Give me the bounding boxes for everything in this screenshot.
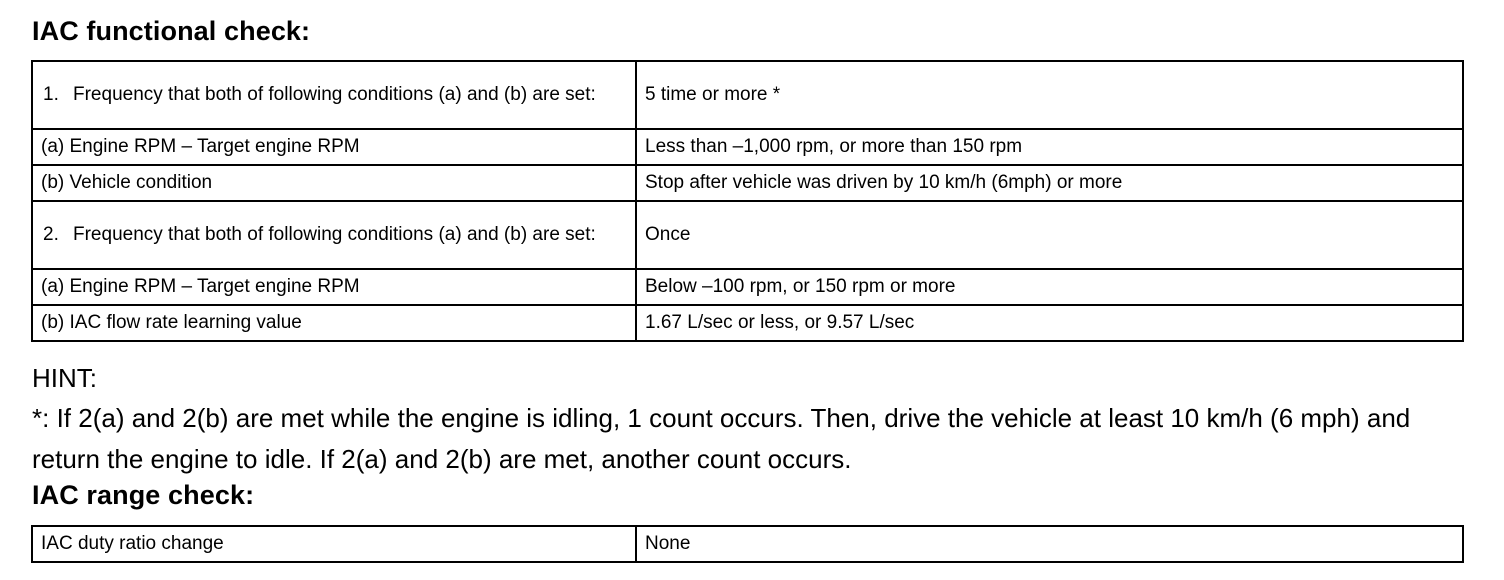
- condition-value: Less than –1,000 rpm, or more than 150 rpm: [636, 129, 1463, 165]
- condition-label-cell: [32, 201, 636, 269]
- condition-label: (a) Engine RPM – Target engine RPM: [32, 129, 636, 165]
- condition-value: Stop after vehicle was driven by 10 km/h (6mph) or more: [636, 165, 1463, 201]
- condition-value: None: [636, 526, 1463, 562]
- hint-text: *: If 2(a) and 2(b) are met while the engine is idling, 1 count occurs. Then, drive the vehicle at least 10 km/h (6 mph) and return the engine to idle. If 2(a) and 2(b) are met, another count occurs.: [32, 403, 1411, 474]
- condition-value: 5 time or more *: [636, 61, 1463, 129]
- condition-label: IAC duty ratio change: [32, 526, 636, 562]
- table-row: [32, 201, 1463, 269]
- table-row: [32, 129, 1463, 165]
- condition-value: Once: [636, 201, 1463, 269]
- condition-label: (b) Vehicle condition: [32, 165, 636, 201]
- condition-label: Frequency that both of following conditions (a) and (b) are set:: [73, 84, 596, 105]
- functional-check-heading: IAC functional check:: [32, 16, 311, 46]
- item-number: 2.: [43, 224, 59, 245]
- item-number: 1.: [43, 84, 59, 105]
- table-row: [32, 165, 1463, 201]
- functional-check-table: [31, 60, 1464, 342]
- table-row: [32, 61, 1463, 129]
- condition-label: (b) IAC flow rate learning value: [32, 305, 636, 341]
- range-check-heading: IAC range check:: [32, 480, 255, 510]
- range-check-table: [31, 525, 1464, 563]
- table-row: [32, 526, 1463, 562]
- table-row: [32, 305, 1463, 341]
- condition-value: Below –100 rpm, or 150 rpm or more: [636, 269, 1463, 305]
- condition-label: Frequency that both of following conditions (a) and (b) are set:: [73, 224, 596, 245]
- hint-title: HINT:: [32, 363, 97, 393]
- condition-value: 1.67 L/sec or less, or 9.57 L/sec: [636, 305, 1463, 341]
- table-row: [32, 269, 1463, 305]
- condition-label-cell: [32, 61, 636, 129]
- condition-label: (a) Engine RPM – Target engine RPM: [32, 269, 636, 305]
